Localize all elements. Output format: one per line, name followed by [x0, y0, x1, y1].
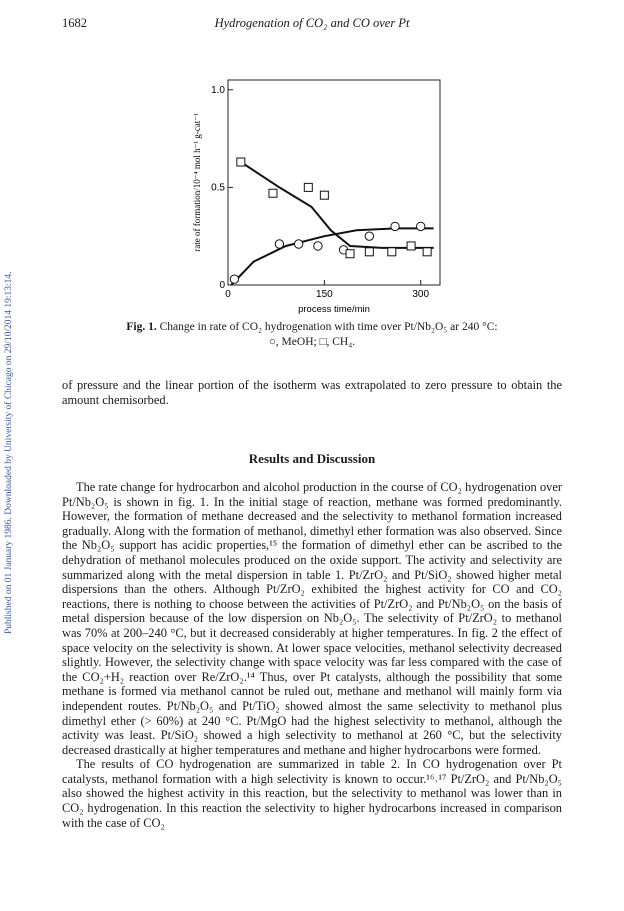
ch4-point [237, 158, 245, 166]
section-title: Results and Discussion [248, 451, 376, 466]
meoh-point [391, 222, 399, 230]
y-tick-label: 0.5 [211, 182, 225, 194]
intro-paragraph-text: of pressure and the linear portion of the isotherm was extrapolated to zero pressure to obtain the amount chemisorbed. [62, 378, 562, 407]
page-number: 1682 [62, 16, 87, 30]
x-tick-label: 0 [225, 289, 231, 300]
series-curve-square [241, 162, 434, 248]
ch4-point [269, 189, 277, 197]
running-title: Hydrogenation of CO₂ and CO over Pt [214, 16, 410, 30]
figure-caption [62, 320, 562, 350]
figure-1 [170, 70, 470, 320]
ch4-point [304, 183, 312, 191]
y-axis-label: rate of formation/10⁻⁴ mol h⁻¹ g-cat⁻¹ [192, 113, 202, 252]
download-watermark [4, 30, 18, 890]
meoh-point [417, 222, 425, 230]
body-paragraphs [62, 480, 562, 830]
ch4-point [320, 191, 328, 199]
meoh-point [275, 240, 283, 248]
plot-frame [228, 80, 440, 285]
caption-line-2: ○, MeOH; □, CH₄. [268, 335, 356, 348]
x-tick-label: 300 [412, 289, 430, 300]
ch4-point [388, 248, 396, 256]
x-axis-label: process time/min [298, 304, 370, 315]
ch4-point [423, 248, 431, 256]
meoh-point [365, 232, 373, 240]
ch4-point [407, 242, 415, 250]
meoh-point [230, 275, 238, 283]
page-header [62, 16, 562, 34]
x-tick-label: 150 [316, 289, 333, 300]
download-watermark-text: Published on 01 January 1986. Downloaded by University of Chicago on 29/10/2014 19:13:14. [4, 271, 14, 634]
meoh-point [314, 242, 322, 250]
intro-paragraph [62, 378, 562, 407]
series-curve-circle [231, 228, 433, 285]
meoh-point [294, 240, 302, 248]
paragraph-2: The results of CO hydrogenation are summarized in table 2. In CO hydrogenation over Pt catalysts, methanol formation with a high selectivity is known to occur.¹⁶˒¹⁷ Pt/ZrO₂ and Pt/Nb₂O₅ also showed the highest activity in this reaction, but the selectivity to methanol was lower than in CO₂ hydrogenation. In this reaction the selectivity to higher hydrocarbons increased in comparison with the case of CO₂ [62, 757, 562, 830]
ch4-point [365, 248, 373, 256]
caption-line-1: Change in rate of CO₂ hydrogenation with time over Pt/Nb₂O₅ ar 240 °C: [159, 321, 498, 333]
paragraph-1: The rate change for hydrocarbon and alcohol production in the course of CO₂ hydrogenation over Pt/Nb₂O₅ is shown in fig. 1. In the initial stage of reaction, methane was formed predominantly. However, the formation of methane decreased and the selectivity to methanol formation increased gradually. Along with the formation of methanol, dimethyl ether formation was also observed. Since the Nb₂O₅ support has acidic properties,¹⁵ the formation of dimethyl ether can be ascribed to the dehydration of methanol molecules produced on the oxide support. The activity and selectivity are summarized along with the metal dispersion in table 1. Pt/ZrO₂ and Pt/SiO₂ showed higher metal dispersions than the others. Although Pt/ZrO₂ exhibited the highest activity for CO and CO₂ reactions, there is nothing to choose between the activities of Pt/ZrO₂ and Pt/Nb₂O₅ on the basis of metal dispersion because of the low dispersion on Nb₂O₅. The selectivity of Pt/ZrO₂ to methanol was 70% at 200–240 °C, but it decreased considerably at higher temperatures. In fig. 2 the effect of space velocity on the selectivity is shown. At lower space velocities, methanol selectivity decreased slightly. However, the selectivity change with space velocity was far less compared with the case of the CO₂+H₂ reaction over Re/ZrO₂.¹⁴ Thus, over Pt catalysts, although the possibility that some methane is formed via methanol cannot be ruled out, methane and methanol will mainly form via independent routes. Pt/Nb₂O₅ and Pt/TiO₂ showed almost the same selectivity to methanol plus dimethyl ether (> 60%) at 240 °C. Pt/MgO had the highest selectivity to methanol, although the activity was least. Pt/SiO₂ showed a high selectivity to methanol at 260 °C, but the selectivity decreased drastically at higher temperatures and methane and higher hydrocarbons were formed. [62, 480, 562, 757]
rate-chart [170, 70, 470, 320]
ch4-point [346, 250, 354, 258]
y-tick-label: 1.0 [211, 84, 225, 96]
y-tick-label: 0 [219, 280, 225, 291]
caption-label: Fig. 1. [126, 321, 157, 333]
